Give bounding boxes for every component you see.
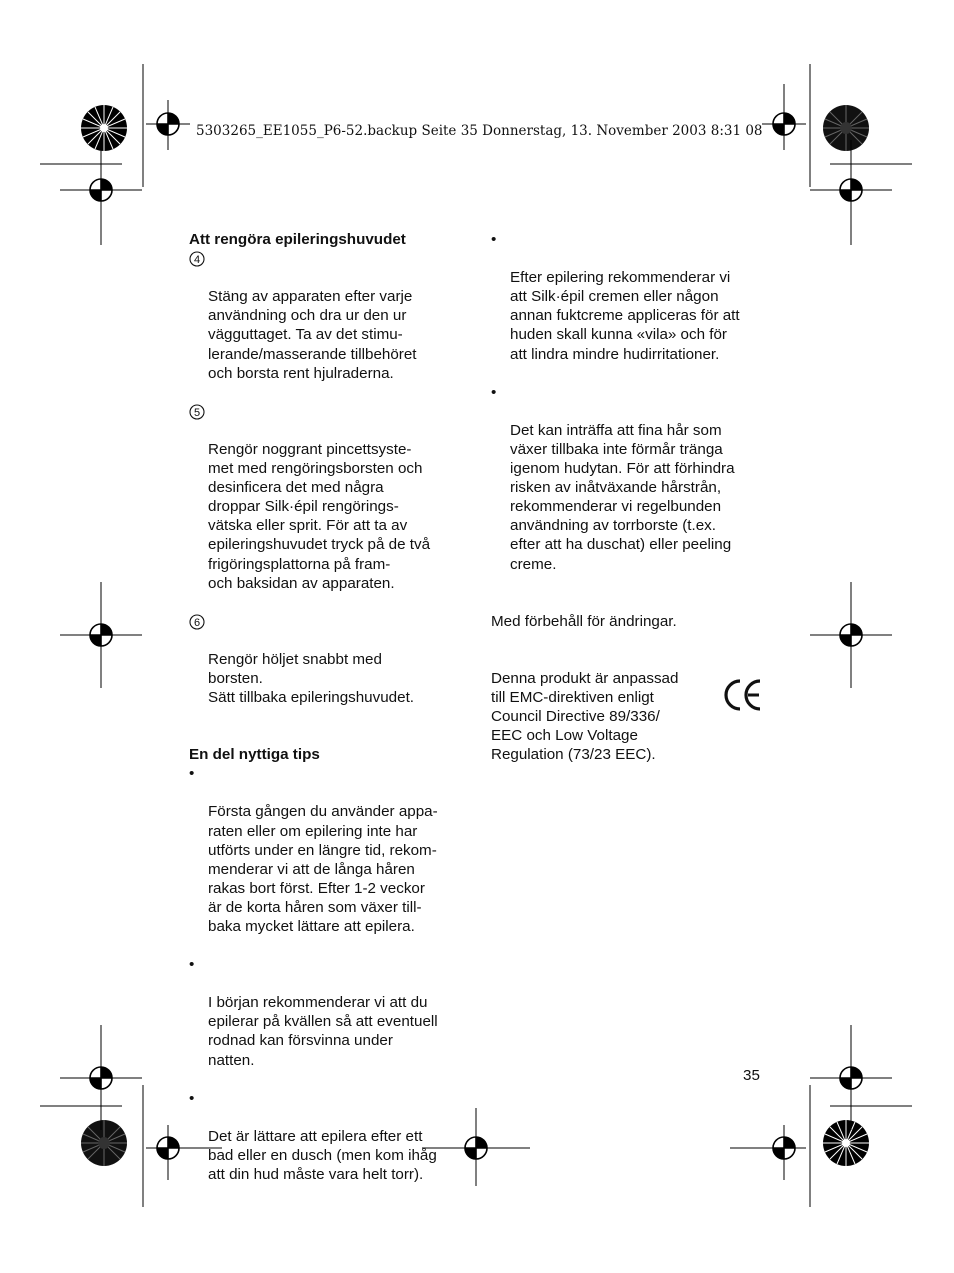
list-item-text: Efter epilering rekommenderar vi att Silk·épil cremen eller någon annan fuktcreme appliceras för att huden skall kunna «vila» och för att lindra mindre hudirritationer. — [510, 269, 740, 363]
bullet-icon: • — [189, 956, 195, 974]
step-number: 5 — [193, 406, 201, 419]
section-heading-tips: En del nyttiga tips — [189, 746, 320, 764]
list-item — [491, 383, 776, 574]
step-text: Rengör höljet snabbt med borsten. Sätt tillbaka epileringshuvudet. — [208, 650, 415, 707]
cleaning-step — [189, 612, 474, 707]
circled-number-6-icon — [189, 612, 206, 631]
bullet-icon: • — [491, 383, 497, 401]
bullet-icon: • — [189, 765, 195, 783]
print-slug: 5303265_EE1055_P6-52.backup Seite 35 Donnerstag, 13. November 2003 8:31 08 — [196, 123, 763, 139]
list-item-text: Det är lättare att epilera efter ett bad eller en dusch (men kom ihåg att din hud måste vara helt torr). — [208, 1127, 437, 1184]
step-text: Rengör noggrant pincettsyste- met med rengöringsborsten och desinficera det med några droppar Silk·épil rengörings- vätska eller sprit. För att ta av epileringshuvudet tryck på de två frigöringsplattorna på fram- och baksidan av apparaten. — [208, 440, 431, 592]
step-text: Stäng av apparaten efter varje användning och dra ur den ur vägguttaget. Ta av det stimu- lerande/masserande tillbehöret och borsta rent hjulraderna. — [208, 288, 417, 382]
step-number: 6 — [193, 616, 201, 629]
list-item-text: Första gången du använder appa- raten eller om epilering inte har utförts under en längre tid, rekom- menderar vi att de långa håren rakas bort först. Efter 1-2 veckor är de korta håren som växer till- baka mycket lättare att epilera. — [208, 803, 438, 935]
right-column — [491, 230, 776, 764]
list-item-text: Det kan inträffa att fina hår som växer tillbaka inte förmår tränga igenom hudytan. För att förhindra risken av inåtväxande hårstrån, rekommenderar vi regelbunden användning av torrborste (t.ex. efter att ha duschat) eller peeling creme. — [510, 421, 735, 573]
starburst-top-right-icon — [823, 105, 869, 151]
page-number: 35 — [743, 1067, 760, 1084]
circled-number-5-icon — [189, 402, 206, 421]
reservation-note: Med förbehåll för ändringar. — [491, 612, 677, 630]
list-item — [189, 1089, 474, 1184]
starburst-bottom-left-icon — [81, 1120, 127, 1166]
starburst-top-left-icon — [81, 105, 127, 151]
cleaning-step — [189, 249, 474, 383]
left-column — [189, 230, 474, 1184]
bullet-icon: • — [189, 1089, 195, 1107]
step-number: 4 — [193, 254, 201, 267]
circled-number-4-icon — [189, 249, 206, 268]
list-item — [189, 955, 474, 1070]
bullet-icon: • — [491, 231, 497, 248]
cleaning-step — [189, 402, 474, 593]
starburst-bottom-right-icon — [823, 1120, 869, 1166]
list-item-text: I början rekommenderar vi att du epilerar på kvällen så att eventuell rodnad kan försvinna under natten. — [208, 994, 438, 1069]
list-item — [189, 764, 474, 936]
compliance-block — [491, 669, 776, 764]
compliance-text: Denna produkt är anpassad till EMC-direktiven enligt Council Directive 89/336/ EEC och Low Voltage Regulation (73/23 EEC). — [491, 669, 679, 764]
list-item — [491, 230, 776, 364]
section-heading-cleaning: Att rengöra epileringshuvudet — [189, 231, 406, 248]
ce-mark-icon — [723, 677, 763, 713]
